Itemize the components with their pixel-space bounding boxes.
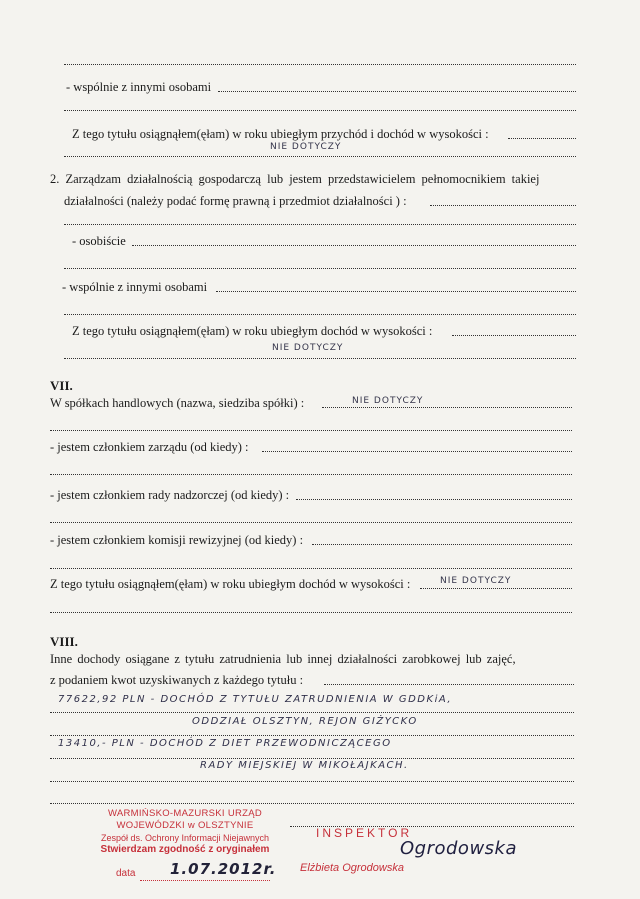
handwritten-not-applicable: NIE DOTYCZY	[352, 396, 424, 406]
jointly-label: - wspólnie z innymi osobami	[66, 80, 212, 94]
inspector-name: Elżbieta Ogrodowska	[300, 862, 404, 874]
item2-line2: działalności (należy podać formę prawną i przedmiot działalności ) :	[64, 194, 407, 208]
personally-label: - osobiście	[72, 234, 126, 248]
stamp-line: WARMIŃSKO-MAZURSKI URZĄD	[107, 808, 263, 819]
blank-line	[50, 779, 574, 782]
other-income-line1: Inne dochody osiągane z tytułu zatrudnienia lub innej działalności zarobkowej lub zajęć,	[50, 652, 516, 666]
handwritten-income-line: 77622,92 PLN - DOCHÓD Z TYTUŁU ZATRUDNIENIA W GDDKiA,	[58, 694, 453, 705]
jointly2-label: - wspólnie z innymi osobami	[62, 280, 208, 294]
blank-line	[50, 610, 572, 613]
inspector-title: INSPEKTOR	[316, 826, 413, 840]
blank-line	[50, 472, 572, 475]
blank-line	[64, 266, 576, 269]
section-viii-heading: VIII.	[50, 634, 78, 649]
income-label: Z tego tytułu osiągnąłem(ęłam) w roku ubiegłym dochód w wysokości :	[50, 577, 411, 591]
blank-line	[262, 449, 572, 452]
handwritten-not-applicable: NIE DOTYCZY	[270, 142, 342, 152]
handwritten-income-line: ODDZIAŁ OLSZTYN, REJON GIŻYCKO	[192, 716, 418, 727]
audit-label: - jestem członkiem komisji rewizyjnej (od kiedy) :	[50, 533, 304, 547]
stamp-date-value: 1.07.2012r.	[170, 860, 277, 878]
stamp-line: Zespół ds. Ochrony Informacji Niejawnych	[100, 833, 270, 843]
blank-line	[218, 89, 576, 92]
handwritten-not-applicable: NIE DOTYCZY	[272, 343, 344, 353]
inspector-signature: Ogrodowska	[400, 838, 517, 859]
companies-label: W spółkach handlowych (nazwa, siedziba spółki) :	[50, 396, 305, 410]
stamp-date-label: data	[116, 868, 136, 879]
income-label: Z tego tytułu osiągnąłem(ęłam) w roku ubiegłym przychód i dochód w wysokości :	[72, 127, 489, 141]
blank-line	[312, 542, 572, 545]
stamp-date-line	[140, 878, 270, 881]
certification-stamp	[80, 808, 290, 856]
blank-line	[296, 497, 572, 500]
blank-line	[50, 710, 574, 713]
blank-line	[420, 586, 572, 589]
blank-line	[324, 682, 574, 685]
other-income-line2: z podaniem kwot uzyskiwanych z każdego tytułu :	[50, 673, 304, 687]
blank-line	[50, 566, 572, 569]
supervisory-label: - jestem członkiem rady nadzorczej (od kiedy) :	[50, 488, 290, 502]
blank-line	[64, 312, 576, 315]
item2-line1: 2. Zarządzam działalnością gospodarczą lub jestem przedstawicielem pełnomocnikiem takiej	[50, 172, 540, 186]
blank-line	[64, 356, 576, 359]
blank-line	[50, 756, 574, 759]
blank-line	[216, 289, 576, 292]
blank-line	[452, 333, 576, 336]
blank-line	[508, 136, 576, 139]
section-vii-heading: VII.	[50, 378, 73, 393]
blank-line	[50, 801, 574, 804]
blank-line	[50, 733, 574, 736]
handwritten-income-line: RADY MIEJSKIEJ W MIKOŁAJKACH.	[200, 760, 409, 771]
blank-line	[430, 203, 576, 206]
handwritten-income-line: 13410,- PLN - DOCHÓD Z DIET PRZEWODNICZĄCEGO	[58, 738, 392, 749]
stamp-line: Stwierdzam zgodność z oryginałem	[100, 844, 270, 855]
blank-line	[50, 428, 572, 431]
blank-line	[64, 108, 576, 111]
blank-line	[50, 520, 572, 523]
handwritten-not-applicable: NIE DOTYCZY	[440, 576, 512, 586]
income2-label: Z tego tytułu osiągnąłem(ęłam) w roku ubiegłym dochód w wysokości :	[72, 324, 433, 338]
blank-line	[132, 243, 576, 246]
blank-line	[64, 222, 576, 225]
blank-line	[64, 62, 576, 65]
board-label: - jestem członkiem zarządu (od kiedy) :	[50, 440, 249, 454]
blank-line	[64, 154, 576, 157]
stamp-line: WOJEWÓDZKI w OLSZTYNIE	[116, 820, 254, 831]
